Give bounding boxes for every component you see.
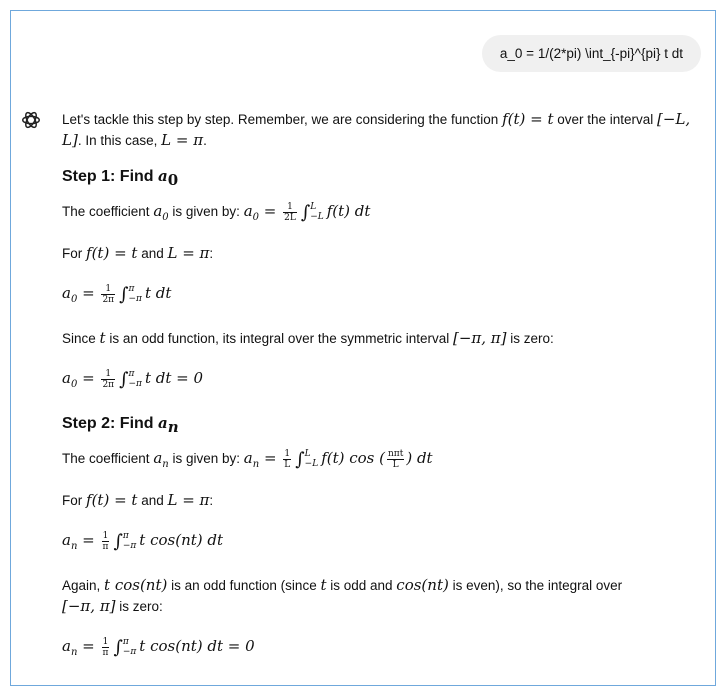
intro-text: over the interval [553,112,658,127]
step1-heading: Step 1: Find $a_0$ [62,167,179,190]
intro-text: Let's tackle this step by step. Remember, we are considering the function [62,112,503,127]
step1-coef: The coefficient $a_0$ is given by: $a_0$ = $\frac{1}{2L}$ ∫ L −L f(t) dt [62,201,371,224]
step1-odd: Since t is an odd function, its integral over the symmetric interval [−π, π] is zero: [62,329,554,348]
step2-result: $a_n$ = $\frac{1}{\pi}$ ∫ π −π t cos(nt) dt = 0 [62,636,255,659]
assistant-logo-icon [20,109,42,131]
step2-coef: The coefficient $a_n$ is given by: $a_n$ = $\frac{1}{L}$ ∫ L −L f(t) cos ( $\frac{\text{nπt}}{L}$ ) dt [62,448,433,471]
intro-text: . [203,133,207,148]
step1-result: $a_0$ = $\frac{1}{2\pi}$ ∫ π −π t dt = 0 [62,368,204,391]
math-interval: [−L, L] [62,110,691,149]
chat-window [10,10,716,686]
step2-for: For f(t) = t and L = π: [62,491,214,510]
intro-paragraph [62,109,702,151]
step2-again: Again, t cos(nt) is an odd function (since t is odd and cos(nt) is even), so the integral over [−π, π] is zero: [62,576,623,616]
math-L: L = π [161,131,204,149]
step1-equation: $a_0$ = $\frac{1}{2\pi}$ ∫ π −π t dt [62,283,172,306]
math-f-t: f(t) = t [502,110,554,128]
assistant-answer [62,109,702,681]
intro-text: . In this case, [77,133,162,148]
step1-for: For f(t) = t and L = π: [62,244,214,263]
step2-heading: Step 2: Find $a_n$ [62,414,179,437]
user-message: a_0 = 1/(2*pi) \int_{-pi}^{pi} t dt [482,35,701,72]
step2-equation: $a_n$ = $\frac{1}{\pi}$ ∫ π −π t cos(nt) dt [62,530,224,553]
